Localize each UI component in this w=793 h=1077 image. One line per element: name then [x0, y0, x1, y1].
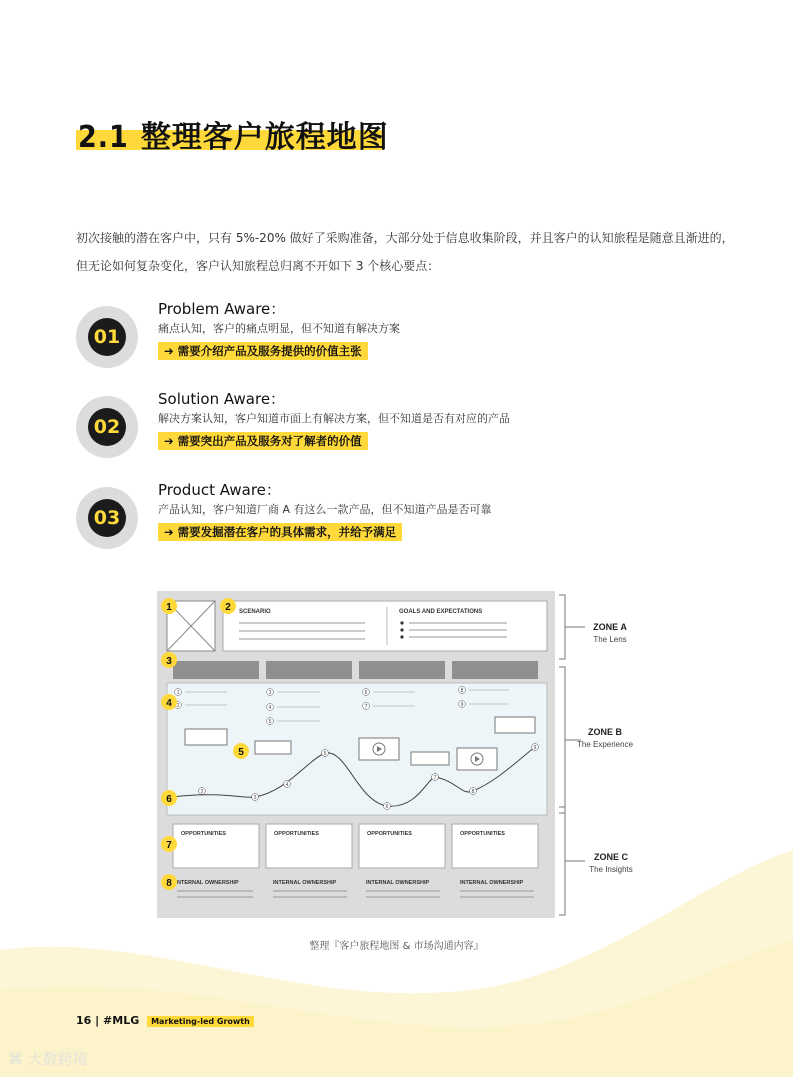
scenario-label: SCENARIO: [239, 609, 271, 615]
step-label: 4: [285, 782, 289, 788]
speech-bubble: [185, 729, 227, 745]
ownership-label: INTERNAL OWNERSHIP: [460, 880, 524, 886]
speech-bubble: [255, 741, 291, 754]
point-product-aware: [76, 479, 716, 569]
speech-bubble: [495, 717, 535, 733]
point-callout: ➔ 需要介绍产品及服务提供的价值主张: [158, 342, 368, 360]
opportunity-label: OPPORTUNITIES: [181, 831, 226, 837]
zone-name: ZONE C: [593, 852, 629, 862]
stage-header: [359, 661, 445, 679]
step-label: 9: [460, 702, 464, 708]
step-label: 2: [176, 703, 180, 709]
intro-line-2: 但无论如何复杂变化，客户认知旅程总归离不开如下 3 个核心要点：: [76, 259, 440, 273]
point-heading: Solution Aware：: [158, 390, 286, 408]
step-label: 3: [268, 690, 272, 696]
zone-marker-label: 3: [166, 656, 172, 667]
ownership-label: INTERNAL OWNERSHIP: [273, 880, 337, 886]
bullet-dot: [400, 628, 403, 631]
page-footer: [76, 1014, 254, 1027]
zone-marker-label: 8: [166, 878, 172, 889]
bullet-dot: [400, 635, 403, 638]
intro-line-1: 初次接触的潜在客户中，只有 5%-20% 做好了采购准备，大部分处于信息收集阶段，并且客户的认知旅程是随意且渐进的，: [76, 231, 734, 245]
zone-brackets: [559, 595, 585, 915]
step-label: 4: [268, 705, 272, 711]
zone-subtitle: The Insights: [589, 865, 633, 874]
intro-paragraph: [76, 224, 736, 280]
watermark-text: 大数跨境: [27, 1050, 88, 1068]
step-label: 6: [364, 690, 368, 696]
zone-bracket: [559, 807, 565, 915]
footer-hashtag: #MLG: [103, 1014, 140, 1027]
zone-bracket: [559, 595, 565, 659]
point-description: 解决方案认知，客户知道市面上有解决方案，但不知道是否有对应的产品: [158, 412, 510, 425]
zone-name: ZONE A: [593, 622, 627, 632]
ownership-label: INTERNAL OWNERSHIP: [366, 880, 430, 886]
point-callout: ➔ 需要发掘潜在客户的具体需求，并给予满足: [158, 523, 402, 541]
zone-subtitle: The Lens: [593, 635, 627, 644]
speech-bubble: [411, 752, 449, 765]
opportunity-label: OPPORTUNITIES: [367, 831, 412, 837]
step-label: 5: [268, 719, 272, 725]
step-label: 6: [385, 804, 389, 810]
step-label: 2: [200, 789, 204, 795]
footer-separator: |: [95, 1014, 100, 1027]
watermark-icon: ⌘: [8, 1050, 23, 1068]
zone-subtitle: The Experience: [576, 740, 634, 749]
point-heading: Product Aware：: [158, 481, 281, 499]
step-label: 7: [433, 775, 437, 781]
footer-tag: Marketing-led Growth: [147, 1016, 254, 1027]
badge-number: 02: [88, 408, 126, 446]
zone-marker-label: 4: [166, 698, 172, 709]
zone-marker-label: 6: [166, 794, 172, 805]
journey-map-figure: [157, 591, 647, 921]
point-heading: Problem Aware：: [158, 300, 286, 318]
point-description: 产品认知，客户知道厂商 A 有这么一款产品，但不知道产品是否可靠: [158, 503, 492, 516]
point-callout: ➔ 需要突出产品及服务对了解者的价值: [158, 432, 368, 450]
point-description: 痛点认知，客户的痛点明显，但不知道有解决方案: [158, 322, 400, 335]
badge-number: 01: [88, 318, 126, 356]
step-label: 5: [323, 751, 327, 757]
step-label: 8: [460, 688, 464, 694]
number-badge: [76, 306, 138, 368]
goals-label: GOALS AND EXPECTATIONS: [399, 609, 483, 615]
title-text: 整理客户旅程地图: [140, 120, 389, 155]
badge-number: 03: [88, 499, 126, 537]
zone-marker-label: 7: [166, 840, 172, 851]
ownership-label: NTERNAL OWNERSHIP: [177, 880, 239, 886]
zone-marker-label: 5: [238, 747, 244, 758]
zone-bracket: [559, 667, 565, 813]
watermark-logo: [8, 1048, 88, 1069]
number-badge: [76, 396, 138, 458]
step-label: 7: [364, 704, 368, 710]
page-number: 16: [76, 1014, 92, 1027]
point-solution-aware: [76, 388, 716, 478]
scenario-box: [223, 601, 547, 651]
step-label: 8: [471, 789, 475, 795]
point-problem-aware: [76, 298, 716, 388]
bullet-dot: [400, 621, 403, 624]
step-label: 9: [533, 745, 537, 751]
title-number: 2.1: [78, 120, 129, 155]
figure-caption: 整理『客户旅程地图 & 市场沟通内容』: [309, 941, 484, 952]
opportunity-label: OPPORTUNITIES: [274, 831, 319, 837]
zone-marker-label: 2: [225, 602, 231, 613]
step-label: 1: [176, 690, 180, 696]
stage-header: [452, 661, 538, 679]
number-badge: [76, 487, 138, 549]
zone-marker-label: 1: [166, 602, 172, 613]
zone-subtitles: [577, 635, 634, 874]
opportunity-label: OPPORTUNITIES: [460, 831, 505, 837]
step-label: 3: [253, 795, 257, 801]
zone-name: ZONE B: [587, 727, 623, 737]
stage-header: [266, 661, 352, 679]
stage-header: [173, 661, 259, 679]
